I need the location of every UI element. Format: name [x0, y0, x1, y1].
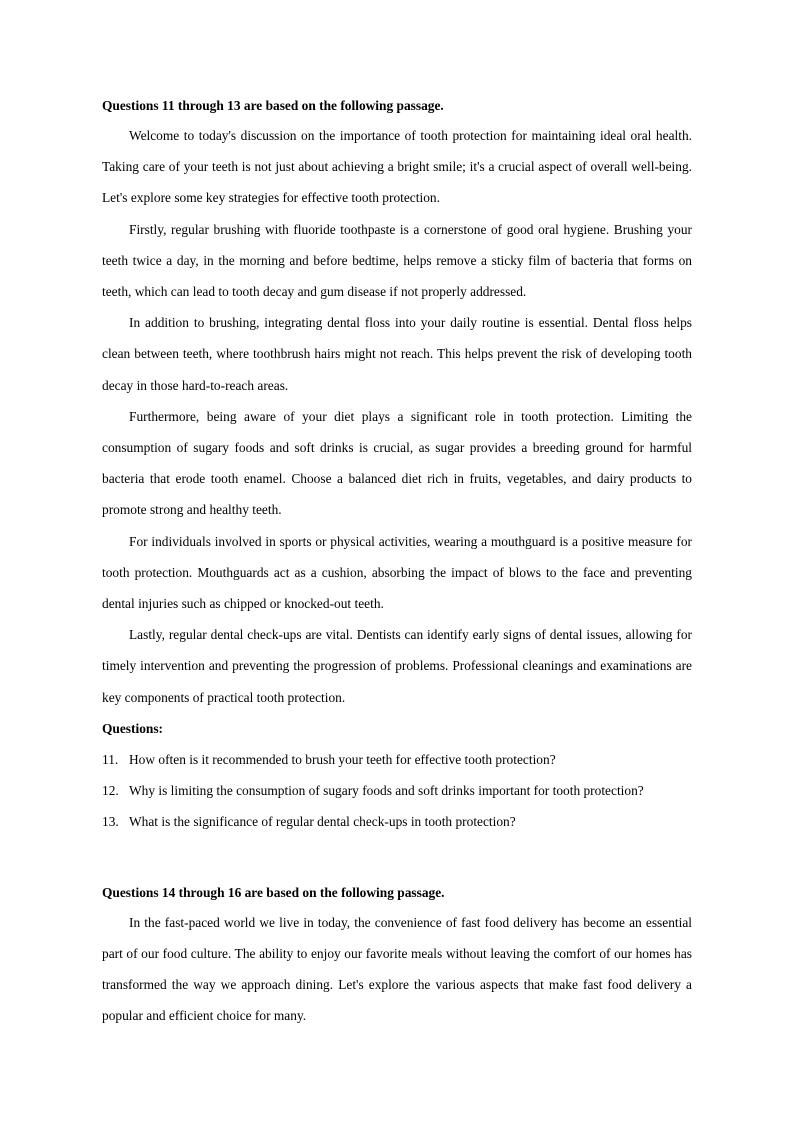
question-text: How often is it recommended to brush your teeth for effective tooth protection? — [129, 752, 556, 768]
passage-paragraph: For individuals involved in sports or physical activities, wearing a mouthguard is a positive measure for tooth protection. Mouthguards act as a cushion, absorbing the impact of blows to the face and preventing dental injuries such as chipped or knocked-out teeth. — [102, 533, 692, 612]
passage-paragraph: Firstly, regular brushing with fluoride toothpaste is a cornerstone of good oral hygiene. Brushing your teeth twice a day, in the morning and before bedtime, helps remove a sticky film of bacteria that forms on teeth, which can lead to tooth decay and gum disease if not properly addressed. — [102, 221, 692, 300]
question-item — [102, 775, 692, 806]
question-item — [102, 744, 692, 775]
section-heading: Questions 14 through 16 are based on the following passage. — [102, 884, 445, 900]
passage-paragraph: Welcome to today's discussion on the importance of tooth protection for maintaining ideal oral health. Taking care of your teeth is not just about achieving a bright smile; it's a crucial aspect of overall well-being. Let's explore some key strategies for effective tooth protection. — [102, 128, 692, 206]
question-text: What is the significance of regular dental check-ups in tooth protection? — [129, 814, 516, 830]
document-page — [102, 92, 692, 1031]
section-tooth-protection — [102, 92, 692, 838]
section-spacer — [102, 838, 692, 879]
passage-paragraph: In the fast-paced world we live in today, the convenience of fast food delivery has become an essential part of our food culture. The ability to enjoy our favorite meals without leaving the comfort of our homes has transformed the way we approach dining. Let's explore the various aspects that make fast food delivery a popular and efficient choice for many. — [102, 914, 692, 1024]
question-item — [102, 806, 692, 837]
passage-paragraph: Lastly, regular dental check-ups are vital. Dentists can identify early signs of dental issues, allowing for timely intervention and preventing the progression of problems. Professional cleanings and examinations are key components of practical tooth protection. — [102, 627, 692, 705]
question-list — [102, 744, 692, 838]
section-fast-food-delivery — [102, 879, 692, 1032]
questions-label: Questions: — [102, 720, 164, 736]
question-number: 11. — [102, 752, 119, 768]
section-heading: Questions 11 through 13 are based on the following passage. — [102, 98, 444, 113]
passage-paragraph: Furthermore, being aware of your diet plays a significant role in tooth protection. Limiting the consumption of sugary foods and soft drinks is crucial, as sugar provides a breeding ground for harmful bacteria that erode tooth enamel. Choose a balanced diet rich in fruits, vegetables, and dairy products to promote strong and healthy teeth. — [102, 408, 692, 518]
question-number: 12. — [102, 783, 119, 799]
question-text: Why is limiting the consumption of sugary foods and soft drinks important for tooth protection? — [129, 783, 644, 799]
passage-paragraph: In addition to brushing, integrating dental floss into your daily routine is essential. Dental floss helps clean between teeth, where toothbrush hairs might not reach. This helps prevent the risk of developing tooth decay in those hard-to-reach areas. — [102, 315, 692, 393]
question-number: 13. — [102, 814, 119, 830]
